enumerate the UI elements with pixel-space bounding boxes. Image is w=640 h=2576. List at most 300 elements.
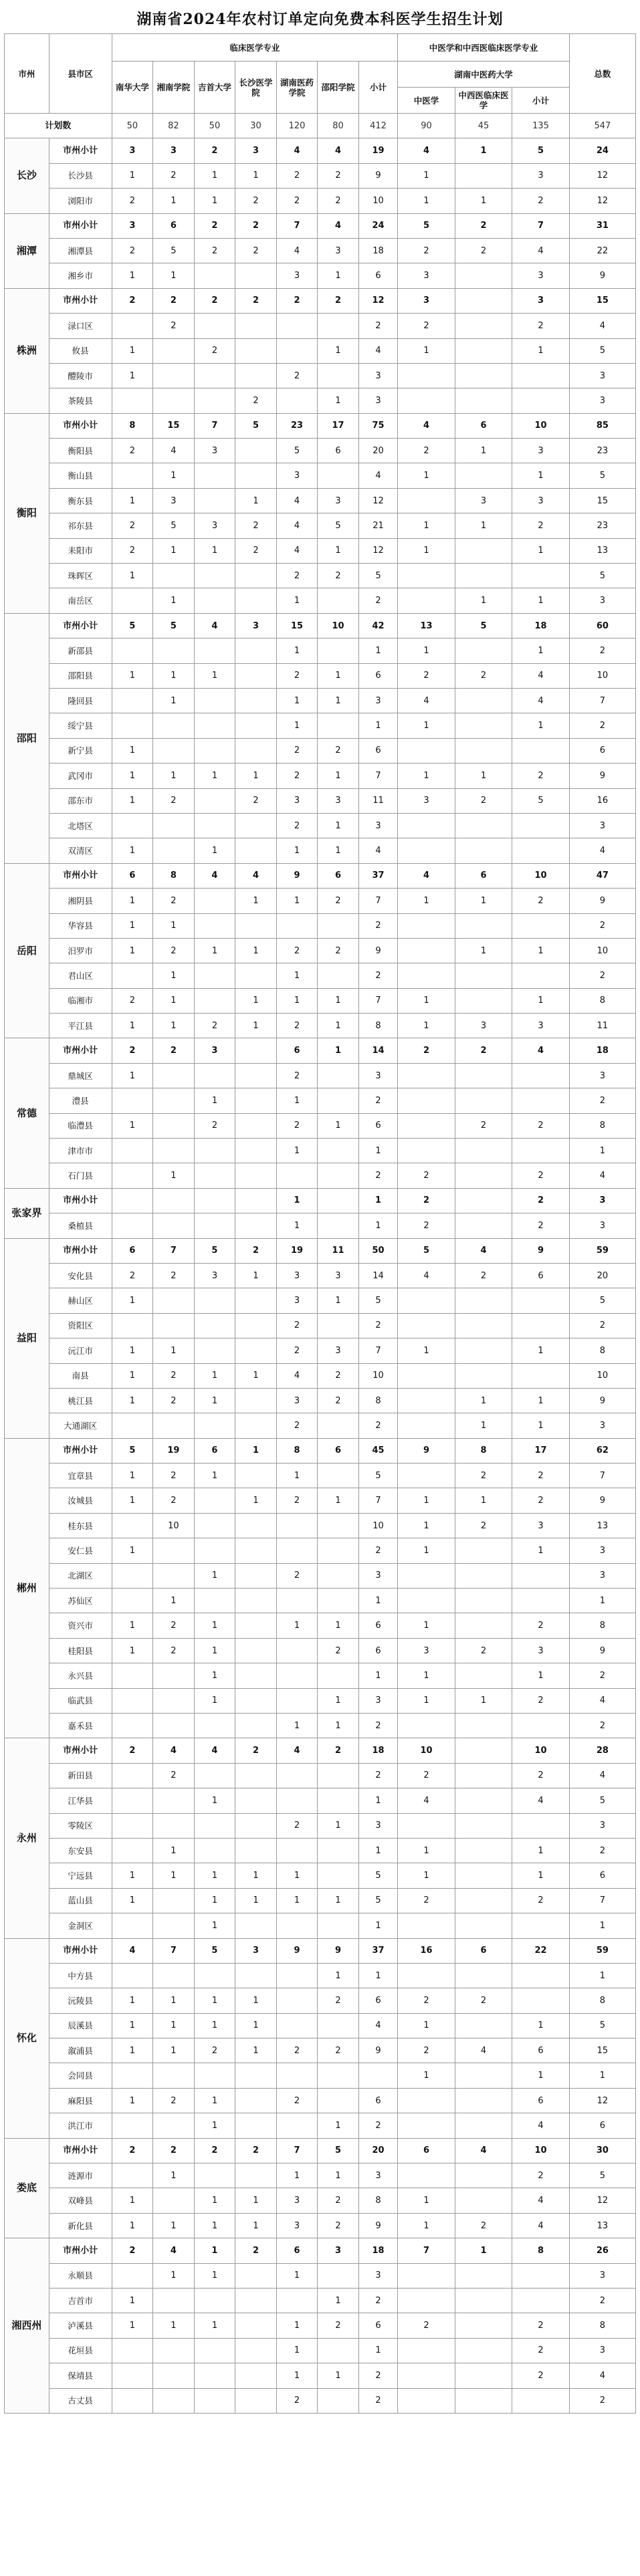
value-cell bbox=[398, 1563, 455, 1588]
value-cell: 1 bbox=[112, 663, 153, 688]
value-cell: 2 bbox=[318, 288, 359, 313]
value-cell: 5 bbox=[455, 613, 512, 638]
value-cell bbox=[276, 1513, 318, 1538]
value-cell bbox=[153, 1788, 195, 1813]
value-cell bbox=[276, 338, 318, 363]
value-cell: 1 bbox=[194, 1613, 235, 1638]
subtotal-label: 市州小计 bbox=[49, 1238, 112, 1263]
value-cell bbox=[194, 1488, 235, 1513]
value-cell: 8 bbox=[569, 1613, 635, 1638]
county-row bbox=[5, 688, 636, 713]
value-cell: 2 bbox=[358, 913, 397, 938]
value-cell: 1 bbox=[398, 1663, 455, 1688]
value-cell: 47 bbox=[569, 863, 635, 888]
value-cell: 2 bbox=[569, 913, 635, 938]
value-cell bbox=[398, 838, 455, 863]
value-cell bbox=[235, 1463, 277, 1488]
value-cell: 10 bbox=[153, 1513, 195, 1538]
value-cell bbox=[455, 2113, 512, 2138]
value-cell: 1 bbox=[455, 1388, 512, 1413]
county-name: 隆回县 bbox=[49, 688, 112, 713]
county-row bbox=[5, 1014, 636, 1038]
value-cell: 4 bbox=[194, 1738, 235, 1763]
value-cell bbox=[112, 1513, 153, 1538]
value-cell bbox=[235, 1513, 277, 1538]
city-name: 娄底 bbox=[5, 2138, 49, 2238]
value-cell: 2 bbox=[235, 538, 277, 563]
value-cell: 2 bbox=[112, 439, 153, 463]
value-cell: 1 bbox=[276, 1613, 318, 1638]
value-cell: 1 bbox=[398, 2213, 455, 2238]
value-cell: 7 bbox=[276, 2138, 318, 2163]
county-name: 赫山区 bbox=[49, 1288, 112, 1313]
value-cell: 15 bbox=[569, 288, 635, 313]
value-cell: 2 bbox=[112, 2138, 153, 2163]
value-cell bbox=[398, 738, 455, 763]
subtotal-label: 市州小计 bbox=[49, 1738, 112, 1763]
value-cell bbox=[235, 2063, 277, 2088]
value-cell: 2 bbox=[194, 2138, 235, 2163]
county-row bbox=[5, 538, 636, 563]
value-cell: 1 bbox=[235, 889, 277, 913]
value-cell bbox=[455, 1538, 512, 1563]
value-cell: 23 bbox=[569, 439, 635, 463]
value-cell: 1 bbox=[398, 513, 455, 538]
value-cell bbox=[112, 1188, 153, 1213]
value-cell: 1 bbox=[318, 1288, 359, 1313]
value-cell: 4 bbox=[512, 2213, 570, 2238]
value-cell: 1 bbox=[235, 2188, 277, 2213]
value-cell: 2 bbox=[358, 1763, 397, 1788]
value-cell: 6 bbox=[398, 2138, 455, 2163]
value-cell: 1 bbox=[318, 338, 359, 363]
value-cell: 1 bbox=[318, 263, 359, 288]
value-cell: 1 bbox=[112, 1363, 153, 1388]
county-name: 石门县 bbox=[49, 1163, 112, 1188]
value-cell bbox=[455, 1139, 512, 1163]
value-cell: 5 bbox=[512, 138, 570, 163]
county-name: 泸溪县 bbox=[49, 2313, 112, 2338]
value-cell: 7 bbox=[569, 1888, 635, 1913]
value-cell: 1 bbox=[276, 1139, 318, 1163]
county-row bbox=[5, 513, 636, 538]
value-cell: 1 bbox=[194, 2263, 235, 2288]
value-cell: 6 bbox=[512, 2038, 570, 2063]
value-cell: 6 bbox=[358, 263, 397, 288]
value-cell: 4 bbox=[512, 688, 570, 713]
value-cell: 10 bbox=[512, 863, 570, 888]
value-cell bbox=[235, 1663, 277, 1688]
value-cell bbox=[398, 564, 455, 588]
value-cell: 1 bbox=[276, 2313, 318, 2338]
value-cell: 13 bbox=[398, 613, 455, 638]
value-cell: 1 bbox=[153, 2013, 195, 2038]
county-name: 衡阳县 bbox=[49, 439, 112, 463]
county-row bbox=[5, 938, 636, 963]
value-cell: 6 bbox=[569, 738, 635, 763]
city-subtotal-row bbox=[5, 1938, 636, 1963]
value-cell bbox=[194, 1413, 235, 1438]
value-cell bbox=[398, 1063, 455, 1088]
value-cell: 2 bbox=[358, 2363, 397, 2388]
value-cell: 2 bbox=[318, 1363, 359, 1388]
county-name: 北塔区 bbox=[49, 813, 112, 838]
value-cell: 1 bbox=[112, 1613, 153, 1638]
value-cell bbox=[112, 1313, 153, 1338]
value-cell: 17 bbox=[318, 413, 359, 438]
plan-cell: 30 bbox=[235, 114, 277, 138]
value-cell: 1 bbox=[112, 1063, 153, 1088]
county-name: 花垣县 bbox=[49, 2338, 112, 2363]
value-cell: 7 bbox=[153, 1238, 195, 1263]
county-row bbox=[5, 1463, 636, 1488]
value-cell: 4 bbox=[398, 1263, 455, 1288]
value-cell: 2 bbox=[569, 963, 635, 988]
value-cell: 2 bbox=[512, 1163, 570, 1188]
value-cell: 4 bbox=[512, 663, 570, 688]
value-cell: 4 bbox=[569, 1163, 635, 1188]
value-cell: 1 bbox=[112, 2188, 153, 2213]
value-cell bbox=[194, 1538, 235, 1563]
county-row bbox=[5, 338, 636, 363]
value-cell: 1 bbox=[398, 1688, 455, 1713]
value-cell bbox=[455, 913, 512, 938]
value-cell: 1 bbox=[398, 2013, 455, 2038]
subtotal-label: 市州小计 bbox=[49, 863, 112, 888]
value-cell bbox=[398, 1363, 455, 1388]
city-subtotal-row bbox=[5, 288, 636, 313]
value-cell: 5 bbox=[112, 613, 153, 638]
value-cell bbox=[455, 1888, 512, 1913]
value-cell: 3 bbox=[318, 788, 359, 813]
value-cell: 4 bbox=[276, 513, 318, 538]
value-cell: 3 bbox=[153, 488, 195, 513]
value-cell: 2 bbox=[512, 1763, 570, 1788]
value-cell bbox=[235, 1563, 277, 1588]
value-cell: 4 bbox=[512, 1038, 570, 1063]
value-cell: 10 bbox=[569, 1363, 635, 1388]
value-cell: 12 bbox=[358, 538, 397, 563]
value-cell: 4 bbox=[398, 863, 455, 888]
value-cell bbox=[153, 1538, 195, 1563]
value-cell bbox=[318, 963, 359, 988]
value-cell bbox=[455, 2088, 512, 2113]
enrollment-plan-table bbox=[4, 33, 636, 2414]
city-name: 常德 bbox=[5, 1038, 49, 1188]
value-cell bbox=[318, 2338, 359, 2363]
value-cell bbox=[194, 2388, 235, 2413]
value-cell: 1 bbox=[318, 1113, 359, 1138]
value-cell: 2 bbox=[455, 1113, 512, 1138]
value-cell: 3 bbox=[194, 1038, 235, 1063]
county-row bbox=[5, 163, 636, 188]
county-name: 鼎城区 bbox=[49, 1063, 112, 1088]
value-cell bbox=[194, 1838, 235, 1863]
value-cell bbox=[512, 1563, 570, 1588]
value-cell bbox=[112, 2263, 153, 2288]
plan-cell: 412 bbox=[358, 114, 397, 138]
value-cell: 4 bbox=[318, 138, 359, 163]
value-cell bbox=[235, 1963, 277, 1988]
value-cell: 1 bbox=[194, 2213, 235, 2238]
value-cell bbox=[455, 1863, 512, 1888]
value-cell bbox=[153, 1563, 195, 1588]
value-cell bbox=[318, 1863, 359, 1888]
value-cell: 2 bbox=[235, 1238, 277, 1263]
value-cell: 2 bbox=[276, 764, 318, 788]
value-cell: 10 bbox=[512, 413, 570, 438]
value-cell: 3 bbox=[512, 488, 570, 513]
value-cell: 2 bbox=[276, 1488, 318, 1513]
value-cell: 2 bbox=[512, 1688, 570, 1713]
value-cell bbox=[398, 1813, 455, 1838]
value-cell: 3 bbox=[358, 363, 397, 388]
value-cell: 12 bbox=[569, 163, 635, 188]
value-cell: 2 bbox=[512, 2163, 570, 2188]
value-cell: 2 bbox=[512, 1188, 570, 1213]
value-cell bbox=[112, 1563, 153, 1588]
value-cell bbox=[455, 1063, 512, 1088]
city-name: 益阳 bbox=[5, 1238, 49, 1438]
value-cell: 3 bbox=[276, 263, 318, 288]
value-cell bbox=[318, 1838, 359, 1863]
county-name: 蓝山县 bbox=[49, 1888, 112, 1913]
value-cell: 2 bbox=[112, 1263, 153, 1288]
county-name: 津市市 bbox=[49, 1139, 112, 1163]
value-cell bbox=[235, 1788, 277, 1813]
county-name: 东安县 bbox=[49, 1838, 112, 1863]
value-cell bbox=[235, 439, 277, 463]
value-cell bbox=[512, 1313, 570, 1338]
subtotal-label: 市州小计 bbox=[49, 613, 112, 638]
value-cell: 1 bbox=[455, 1413, 512, 1438]
value-cell: 3 bbox=[318, 1338, 359, 1363]
value-cell: 1 bbox=[194, 1888, 235, 1913]
value-cell: 4 bbox=[318, 213, 359, 238]
value-cell: 1 bbox=[112, 1338, 153, 1363]
value-cell: 2 bbox=[398, 1038, 455, 1063]
value-cell: 2 bbox=[276, 288, 318, 313]
value-cell bbox=[455, 2288, 512, 2313]
value-cell: 1 bbox=[235, 2213, 277, 2238]
county-row bbox=[5, 2088, 636, 2113]
value-cell bbox=[194, 1963, 235, 1988]
value-cell bbox=[455, 1738, 512, 1763]
value-cell: 1 bbox=[318, 2288, 359, 2313]
value-cell: 6 bbox=[318, 1438, 359, 1463]
value-cell bbox=[398, 1963, 455, 1988]
value-cell bbox=[194, 2163, 235, 2188]
value-cell: 1 bbox=[194, 1563, 235, 1588]
value-cell: 5 bbox=[398, 1238, 455, 1263]
value-cell: 4 bbox=[112, 1938, 153, 1963]
value-cell bbox=[194, 638, 235, 663]
value-cell bbox=[455, 1963, 512, 1988]
value-cell bbox=[235, 663, 277, 688]
value-cell: 10 bbox=[569, 663, 635, 688]
value-cell: 8 bbox=[512, 2238, 570, 2263]
county-row bbox=[5, 1139, 636, 1163]
value-cell: 9 bbox=[398, 1438, 455, 1463]
value-cell bbox=[112, 1139, 153, 1163]
value-cell: 3 bbox=[455, 1014, 512, 1038]
value-cell: 12 bbox=[569, 2088, 635, 2113]
value-cell: 2 bbox=[512, 1463, 570, 1488]
county-row bbox=[5, 1563, 636, 1588]
value-cell bbox=[235, 2163, 277, 2188]
value-cell bbox=[194, 1163, 235, 1188]
value-cell: 6 bbox=[569, 2113, 635, 2138]
county-name: 汝城县 bbox=[49, 1488, 112, 1513]
value-cell bbox=[398, 938, 455, 963]
value-cell: 1 bbox=[276, 1463, 318, 1488]
county-row bbox=[5, 889, 636, 913]
value-cell bbox=[194, 388, 235, 413]
value-cell: 5 bbox=[358, 564, 397, 588]
value-cell bbox=[455, 1714, 512, 1738]
city-subtotal-row bbox=[5, 1188, 636, 1213]
value-cell bbox=[112, 2363, 153, 2388]
value-cell: 13 bbox=[569, 1513, 635, 1538]
value-cell: 28 bbox=[569, 1738, 635, 1763]
value-cell bbox=[455, 838, 512, 863]
value-cell: 1 bbox=[112, 913, 153, 938]
value-cell: 1 bbox=[512, 1663, 570, 1688]
value-cell: 7 bbox=[358, 764, 397, 788]
value-cell bbox=[194, 588, 235, 613]
value-cell: 1 bbox=[358, 2338, 397, 2363]
value-cell: 60 bbox=[569, 613, 635, 638]
value-cell: 10 bbox=[318, 613, 359, 638]
value-cell: 50 bbox=[358, 1238, 397, 1263]
value-cell: 1 bbox=[112, 2038, 153, 2063]
value-cell: 1 bbox=[398, 1338, 455, 1363]
value-cell: 1 bbox=[153, 913, 195, 938]
city-subtotal-row bbox=[5, 2138, 636, 2163]
plan-cell: 45 bbox=[455, 114, 512, 138]
value-cell: 2 bbox=[398, 2038, 455, 2063]
value-cell bbox=[398, 1113, 455, 1138]
value-cell bbox=[455, 2063, 512, 2088]
value-cell bbox=[235, 1813, 277, 1838]
value-cell: 10 bbox=[358, 1363, 397, 1388]
value-cell: 3 bbox=[569, 2338, 635, 2363]
value-cell: 2 bbox=[276, 663, 318, 688]
value-cell: 1 bbox=[276, 988, 318, 1013]
value-cell bbox=[455, 263, 512, 288]
value-cell: 5 bbox=[153, 238, 195, 263]
value-cell: 1 bbox=[358, 1188, 397, 1213]
value-cell bbox=[455, 538, 512, 563]
value-cell: 2 bbox=[512, 764, 570, 788]
value-cell bbox=[512, 813, 570, 838]
value-cell: 59 bbox=[569, 1238, 635, 1263]
value-cell: 1 bbox=[194, 2313, 235, 2338]
value-cell bbox=[455, 1338, 512, 1363]
value-cell bbox=[235, 1413, 277, 1438]
table-body bbox=[5, 114, 636, 2414]
value-cell: 8 bbox=[358, 1014, 397, 1038]
value-cell bbox=[112, 1663, 153, 1688]
value-cell: 1 bbox=[398, 713, 455, 738]
county-row bbox=[5, 1388, 636, 1413]
value-cell: 1 bbox=[398, 1014, 455, 1038]
value-cell: 5 bbox=[318, 2138, 359, 2163]
value-cell bbox=[318, 1913, 359, 1938]
plan-cell: 547 bbox=[569, 114, 635, 138]
plan-cell: 120 bbox=[276, 114, 318, 138]
value-cell: 2 bbox=[235, 189, 277, 213]
value-cell: 1 bbox=[512, 2013, 570, 2038]
value-cell: 2 bbox=[398, 238, 455, 263]
value-cell: 9 bbox=[569, 1488, 635, 1513]
value-cell: 2 bbox=[276, 1113, 318, 1138]
value-cell: 2 bbox=[318, 738, 359, 763]
value-cell: 2 bbox=[194, 1014, 235, 1038]
value-cell bbox=[455, 1313, 512, 1338]
value-cell: 1 bbox=[153, 189, 195, 213]
value-cell bbox=[112, 1688, 153, 1713]
value-cell bbox=[235, 1313, 277, 1338]
value-cell: 3 bbox=[512, 288, 570, 313]
value-cell bbox=[318, 1589, 359, 1613]
county-name: 沅江市 bbox=[49, 1338, 112, 1363]
value-cell: 2 bbox=[358, 314, 397, 338]
value-cell bbox=[512, 838, 570, 863]
value-cell: 3 bbox=[455, 488, 512, 513]
value-cell: 1 bbox=[194, 938, 235, 963]
value-cell: 5 bbox=[512, 788, 570, 813]
value-cell: 20 bbox=[358, 2138, 397, 2163]
value-cell: 1 bbox=[194, 1788, 235, 1813]
city-name: 永州 bbox=[5, 1738, 49, 1938]
value-cell: 2 bbox=[276, 813, 318, 838]
value-cell: 1 bbox=[318, 1613, 359, 1638]
value-cell: 2 bbox=[398, 1163, 455, 1188]
county-row bbox=[5, 1163, 636, 1188]
value-cell: 2 bbox=[112, 2238, 153, 2263]
county-row bbox=[5, 2113, 636, 2138]
value-cell bbox=[153, 388, 195, 413]
value-cell: 8 bbox=[569, 1338, 635, 1363]
county-name: 衡山县 bbox=[49, 463, 112, 488]
value-cell bbox=[194, 263, 235, 288]
value-cell: 1 bbox=[194, 2188, 235, 2213]
value-cell bbox=[455, 363, 512, 388]
value-cell: 5 bbox=[112, 1438, 153, 1463]
value-cell bbox=[512, 1063, 570, 1088]
value-cell: 3 bbox=[358, 688, 397, 713]
city-name: 湘西州 bbox=[5, 2238, 49, 2414]
value-cell bbox=[276, 2288, 318, 2313]
header-subtotal-chinese: 小计 bbox=[512, 88, 570, 114]
county-name: 汨罗市 bbox=[49, 938, 112, 963]
value-cell: 9 bbox=[569, 889, 635, 913]
value-cell: 9 bbox=[569, 1638, 635, 1663]
value-cell: 1 bbox=[194, 1388, 235, 1413]
value-cell: 1 bbox=[194, 163, 235, 188]
value-cell: 1 bbox=[194, 1863, 235, 1888]
county-name: 嘉禾县 bbox=[49, 1714, 112, 1738]
value-cell: 6 bbox=[358, 1638, 397, 1663]
value-cell bbox=[194, 1813, 235, 1838]
value-cell bbox=[358, 2063, 397, 2088]
county-name: 茶陵县 bbox=[49, 388, 112, 413]
value-cell: 1 bbox=[153, 2163, 195, 2188]
value-cell bbox=[318, 1763, 359, 1788]
value-cell bbox=[153, 1313, 195, 1338]
value-cell: 1 bbox=[455, 1688, 512, 1713]
